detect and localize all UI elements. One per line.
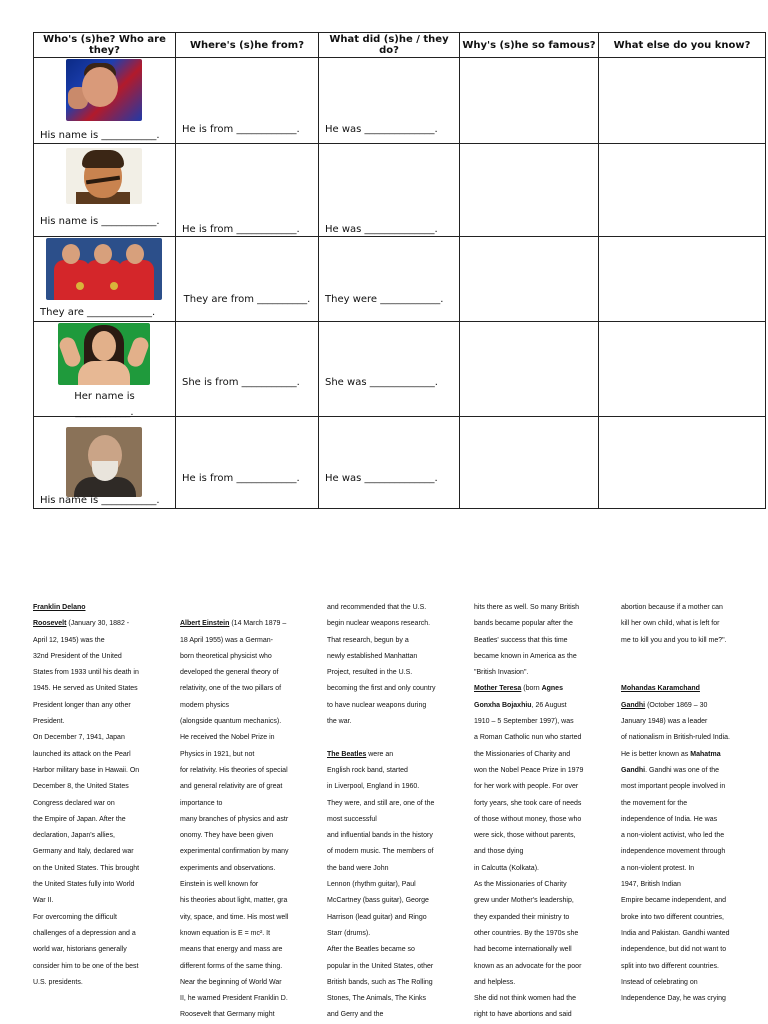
text-line: popular in the United States, other [327, 962, 434, 970]
text-line: 32nd President of the United [33, 652, 122, 660]
text-line: had become internationally well [474, 946, 572, 954]
text-line: April 12, 1945) was the [33, 636, 105, 644]
text-line: forty years, she took care of needs [474, 799, 582, 807]
text-bold: Gonxha Bojaxhiu [474, 701, 532, 709]
text-line: broke into two different countries, [621, 913, 724, 921]
text-line: Germany and Italy, declared war [33, 848, 134, 856]
header-where: Where's (s)he from? [176, 33, 319, 58]
text-line: me to kill you and you to kill me?". [621, 636, 727, 644]
text-line: kill her own child, what is left for [621, 620, 720, 628]
table-row [34, 58, 766, 144]
text-line: India and Pakistan. Gandhi wanted [621, 929, 730, 937]
text-line: As the Missionaries of Charity [474, 881, 567, 889]
text-line: known equation is E = mc². It [180, 929, 271, 937]
text-line: For overcoming the difficult [33, 913, 117, 921]
text-line: were sick, those without parents, [474, 832, 576, 840]
header-else: What else do you know? [599, 33, 766, 58]
what-text: She was _____________. [325, 377, 438, 388]
text-line: world war, historians generally [33, 946, 127, 954]
text-line: Near the beginning of World War [180, 978, 282, 986]
text-line: Congress declared war on [33, 799, 115, 807]
text-line: won the Nobel Peace Prize in 1979 [474, 766, 584, 774]
text-line: in Calcutta (Kolkata). [474, 864, 539, 872]
text-line: U.S. presidents. [33, 978, 83, 986]
text-line: on the United States. This brought [33, 864, 140, 872]
what-cell [319, 237, 460, 322]
text-line: (alongside quantum mechanics). [180, 718, 282, 726]
text-line: English rock band, started [327, 766, 408, 774]
text-line: newly established Manhattan [327, 652, 418, 660]
text-line: vity, space, and time. His most well [180, 913, 289, 921]
text-line: President longer than any other [33, 701, 131, 709]
text-lines [327, 763, 459, 1024]
else-cell [599, 58, 766, 144]
what-text: They were ____________. [325, 294, 444, 305]
text-line: Independence Day, he was crying [621, 995, 726, 1003]
text-line: States from 1933 until his death in [33, 669, 139, 677]
text-line [180, 616, 312, 632]
text-line: the Missionaries of Charity and [474, 750, 571, 758]
who-text: His name is ___________. [40, 130, 160, 141]
text-line: and recommended that the U.S. [327, 604, 427, 611]
text-line: "British Invasion". [474, 669, 529, 677]
who-text: Her name is ___________. [74, 391, 135, 418]
what-cell [319, 144, 460, 237]
text-line: a non-violent protest. In [621, 864, 695, 872]
text-line: Beatles' success that this time [474, 636, 568, 644]
text-line: experimental confirmation by many [180, 848, 289, 856]
text-line: 1947, British Indian [621, 881, 681, 889]
text-line: abortion because if a mother can [621, 604, 723, 611]
text-line: declaration, Japan's allies, [33, 832, 115, 840]
where-cell [176, 417, 319, 509]
where-text: They are from __________. [183, 294, 311, 305]
heading-gandhi-2: Gandhi [621, 701, 646, 709]
text-line: Roosevelt that Germany might [180, 1011, 275, 1019]
text-line: they expanded their ministry to [474, 913, 570, 921]
who-cell [34, 237, 176, 322]
who-cell [34, 58, 176, 144]
text-line: of nationalism in British-ruled India. [621, 734, 730, 742]
header-who: Who's (s)he? Who are they? [34, 33, 176, 58]
text-line: and helpless. [474, 978, 516, 986]
heading-roosevelt-2: Roosevelt [33, 620, 67, 628]
text-line: After the Beatles became so [327, 946, 415, 954]
text-line: of modern music. The members of [327, 848, 434, 856]
text-line: other countries. By the 1970s she [474, 929, 579, 937]
text-line: his theories about light, matter, gra [180, 897, 288, 905]
dali-photo [66, 148, 142, 204]
text-line: of those without money, those who [474, 815, 582, 823]
where-text: He is from ____________. [182, 224, 300, 235]
text-line: and Gerry and the [327, 1011, 384, 1019]
athletes-photo [46, 238, 162, 300]
text-line: January 1948) was a leader [621, 718, 708, 726]
text-line: 18 April 1955) was a German- [180, 636, 273, 644]
table-row [34, 322, 766, 417]
text-line: experiments and observations. [180, 864, 276, 872]
text-line: means that energy and mass are [180, 946, 283, 954]
text-line: Project, resulted in the U.S. [327, 669, 413, 677]
text-line: McCartney (bass guitar), George [327, 897, 429, 905]
text-lines [621, 600, 753, 649]
what-cell [319, 58, 460, 144]
text-line: and those dying [474, 848, 524, 856]
text-lines [474, 600, 606, 681]
what-cell [319, 322, 460, 417]
text-fragment: (October 1869 – 30 [645, 701, 708, 709]
where-text: He is from ____________. [182, 124, 300, 135]
text-line: developed the general theory of [180, 669, 279, 677]
text-line: On December 7, 1941, Japan [33, 734, 125, 742]
text-line: launched its attack on the Pearl [33, 750, 131, 758]
text-fragment: . Gandhi was one of the [645, 766, 720, 774]
column-gandhi [621, 600, 753, 1007]
text-line: became known in America as the [474, 652, 577, 660]
why-cell [460, 237, 599, 322]
text-lines [621, 779, 753, 1007]
text-line: right to have abortions and said [474, 1011, 572, 1019]
text-line [474, 698, 606, 714]
who-text: They are _____________. [40, 307, 156, 318]
text-line: most successful [327, 815, 377, 823]
worksheet-table [33, 32, 766, 509]
text-fragment: (January 30, 1882 - [66, 620, 130, 628]
text-line [33, 616, 165, 632]
what-text: He was ______________. [325, 224, 438, 235]
text-lines [327, 600, 459, 730]
text-line: They were, and still are, one of the [327, 799, 435, 807]
text-line: for relativity. His theories of special [180, 766, 288, 774]
text-line: the United States fully into World [33, 881, 135, 889]
header-row [34, 33, 766, 58]
heading-teresa: Mother Teresa [474, 685, 522, 693]
text-line: and general relativity are of great [180, 783, 283, 791]
else-cell [599, 322, 766, 417]
text-fragment: were an [366, 750, 394, 758]
column-einstein [180, 600, 312, 1024]
text-fragment: , 26 August [531, 701, 567, 709]
who-cell [34, 322, 176, 417]
header-what: What did (s)he / they do? [319, 33, 460, 58]
text-line: British bands, such as The Rolling [327, 978, 433, 986]
text-line: independence of India. He was [621, 815, 718, 823]
text-line: Stones, The Animals, The Kinks [327, 995, 426, 1003]
text-line: to have nuclear weapons during [327, 701, 427, 709]
text-line: independence movement through [621, 848, 726, 856]
text-line: Lennon (rhythm guitar), Paul [327, 881, 416, 889]
text-line: II, he warned President Franklin D. [180, 995, 288, 1003]
text-line: President. [33, 718, 65, 726]
heading-einstein: Albert Einstein [180, 620, 230, 628]
text-line: challenges of a depression and a [33, 929, 136, 937]
text-fragment: He is better known as [621, 750, 691, 758]
text-line: bands became popular after the [474, 620, 573, 628]
text-lines [180, 633, 312, 1024]
heading-roosevelt-1: Franklin Delano [33, 604, 86, 611]
who-text: His name is ___________. [40, 495, 160, 506]
text-line: grew under Mother's leadership, [474, 897, 574, 905]
text-line: the band were John [327, 864, 389, 872]
table-row [34, 417, 766, 509]
where-text: She is from ___________. [182, 377, 300, 388]
text-bold: Mahatma [690, 750, 721, 758]
text-line: relativity, one of the two pillars of [180, 685, 282, 693]
text-line [327, 747, 459, 763]
footballer-photo [66, 59, 142, 121]
text-line: 1945. He served as United States [33, 685, 138, 693]
else-cell [599, 237, 766, 322]
table-row [34, 237, 766, 322]
text-line: Instead of celebrating on [621, 978, 698, 986]
text-line: the movement for the [621, 799, 688, 807]
else-cell [599, 417, 766, 509]
text-line [621, 763, 753, 779]
where-cell [176, 58, 319, 144]
text-line: December 8, the United States [33, 783, 129, 791]
who-cell [34, 417, 176, 509]
elder-man-photo [66, 427, 142, 497]
text-line: modern physics [180, 701, 230, 709]
else-cell [599, 144, 766, 237]
text-line: hits there as well. So many British [474, 604, 580, 611]
woman-photo [58, 323, 150, 385]
text-line: consider him to be one of the best [33, 962, 139, 970]
text-lines [33, 633, 165, 992]
text-bold: Agnes [541, 685, 563, 693]
text-line: in Liverpool, England in 1960. [327, 783, 420, 791]
text-fragment: (14 March 1879 – [229, 620, 287, 628]
text-line: onomy. They have been given [180, 832, 274, 840]
text-line: Harbor military base in Hawaii. On [33, 766, 140, 774]
text-line: War II. [33, 897, 54, 905]
text-line: known as an advocate for the poor [474, 962, 582, 970]
text-line: a Roman Catholic nun who started [474, 734, 582, 742]
heading-gandhi-1: Mohandas Karamchand [621, 685, 700, 693]
text-line: most important people involved in [621, 783, 726, 791]
text-line: importance to [180, 799, 223, 807]
text-line: Physics in 1921, but not [180, 750, 255, 758]
column-beatles [327, 600, 459, 1024]
where-cell [176, 144, 319, 237]
text-line: the Empire of Japan. After the [33, 815, 126, 823]
table-row [34, 144, 766, 237]
text-line: independence, but did not want to [621, 946, 727, 954]
text-line: split into two different countries. [621, 962, 719, 970]
text-line: Starr (drums). [327, 929, 371, 937]
where-cell [176, 237, 319, 322]
header-why: Why's (s)he so famous? [460, 33, 599, 58]
why-cell [460, 417, 599, 509]
text-line: He received the Nobel Prize in [180, 734, 275, 742]
text-line: the war. [327, 718, 352, 726]
text-line: a non-violent activist, who led the [621, 832, 725, 840]
text-line: Empire became independent, and [621, 897, 727, 905]
text-line: becoming the first and only country [327, 685, 436, 693]
what-cell [319, 417, 460, 509]
why-cell [460, 144, 599, 237]
text-line: many branches of physics and astr [180, 815, 289, 823]
text-line: for her work with people. For over [474, 783, 579, 791]
text-line: different forms of the same thing. [180, 962, 283, 970]
what-text: He was ______________. [325, 473, 438, 484]
who-text: His name is ___________. [40, 216, 160, 227]
text-line: 1910 – 5 September 1997), was [474, 718, 574, 726]
text-line: and influential bands in the history [327, 832, 433, 840]
column-teresa [474, 600, 606, 1024]
column-roosevelt [33, 600, 165, 991]
who-cell [34, 144, 176, 237]
text-line: born theoretical physicist who [180, 652, 272, 660]
heading-beatles: The Beatles [327, 750, 367, 758]
why-cell [460, 322, 599, 417]
text-lines [474, 714, 606, 1024]
text-line [621, 747, 753, 763]
text-line: begin nuclear weapons research. [327, 620, 431, 628]
text-bold: Gandhi [621, 766, 646, 774]
text-line: Einstein is well known for [180, 881, 259, 889]
text-fragment: (born [521, 685, 542, 693]
text-line [621, 698, 753, 714]
text-line [474, 681, 606, 697]
what-text: He was ______________. [325, 124, 438, 135]
where-text: He is from ____________. [182, 473, 300, 484]
where-cell [176, 322, 319, 417]
text-line: Harrison (lead guitar) and Ringo [327, 913, 427, 921]
text-line: That research, begun by a [327, 636, 409, 644]
why-cell [460, 58, 599, 144]
text-line: She did not think women had the [474, 995, 576, 1003]
